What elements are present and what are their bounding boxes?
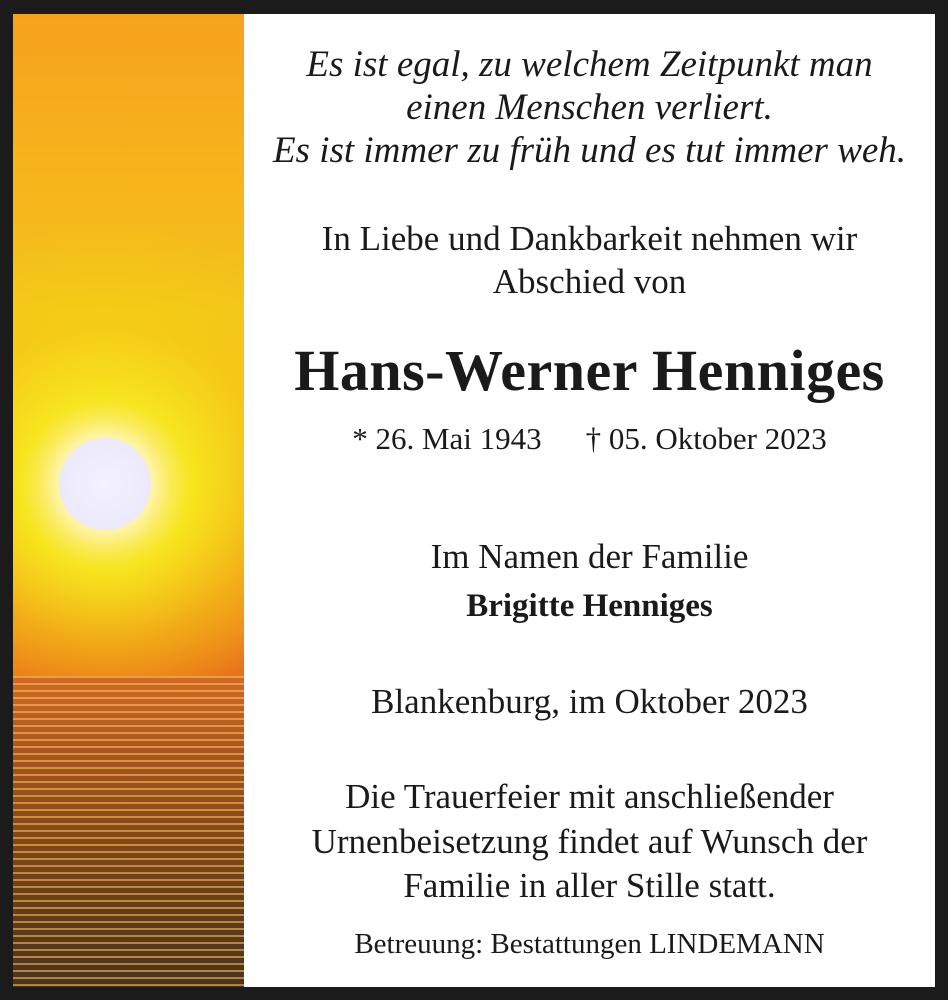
intro-line-1: In Liebe und Dankbarkeit nehmen wir (321, 219, 858, 258)
quote-line-3: Es ist immer zu früh und es tut immer weh. (272, 130, 907, 171)
death-date: † 05. Oktober 2023 (585, 421, 827, 456)
ceremony-line-3: Familie in aller Stille statt. (403, 866, 776, 905)
notice-text (244, 14, 935, 988)
life-dates (244, 421, 935, 457)
sun-icon (59, 438, 151, 530)
intro-line-2: Abschied von (492, 262, 687, 301)
sunset-sea (13, 676, 244, 988)
ceremony-line-1: Die Trauerfeier mit anschließender (345, 777, 834, 816)
deceased-name: Hans-Werner Henniges (294, 338, 885, 403)
sunset-sky (13, 14, 244, 676)
quote-line-1: Es ist egal, zu welchem Zeitpunkt man (306, 44, 873, 85)
birth-date: * 26. Mai 1943 (352, 421, 542, 456)
undertaker: Betreuung: Bestattungen LINDEMANN (354, 928, 825, 960)
sunset-image (13, 14, 244, 988)
ceremony-line-2: Urnenbeisetzung findet auf Wunsch der (311, 822, 868, 861)
place-date: Blankenburg, im Oktober 2023 (371, 682, 808, 721)
quote-line-2: einen Menschen verliert. (406, 87, 773, 128)
family-line: Im Namen der Familie (430, 537, 749, 576)
family-name: Brigitte Henniges (466, 588, 713, 624)
